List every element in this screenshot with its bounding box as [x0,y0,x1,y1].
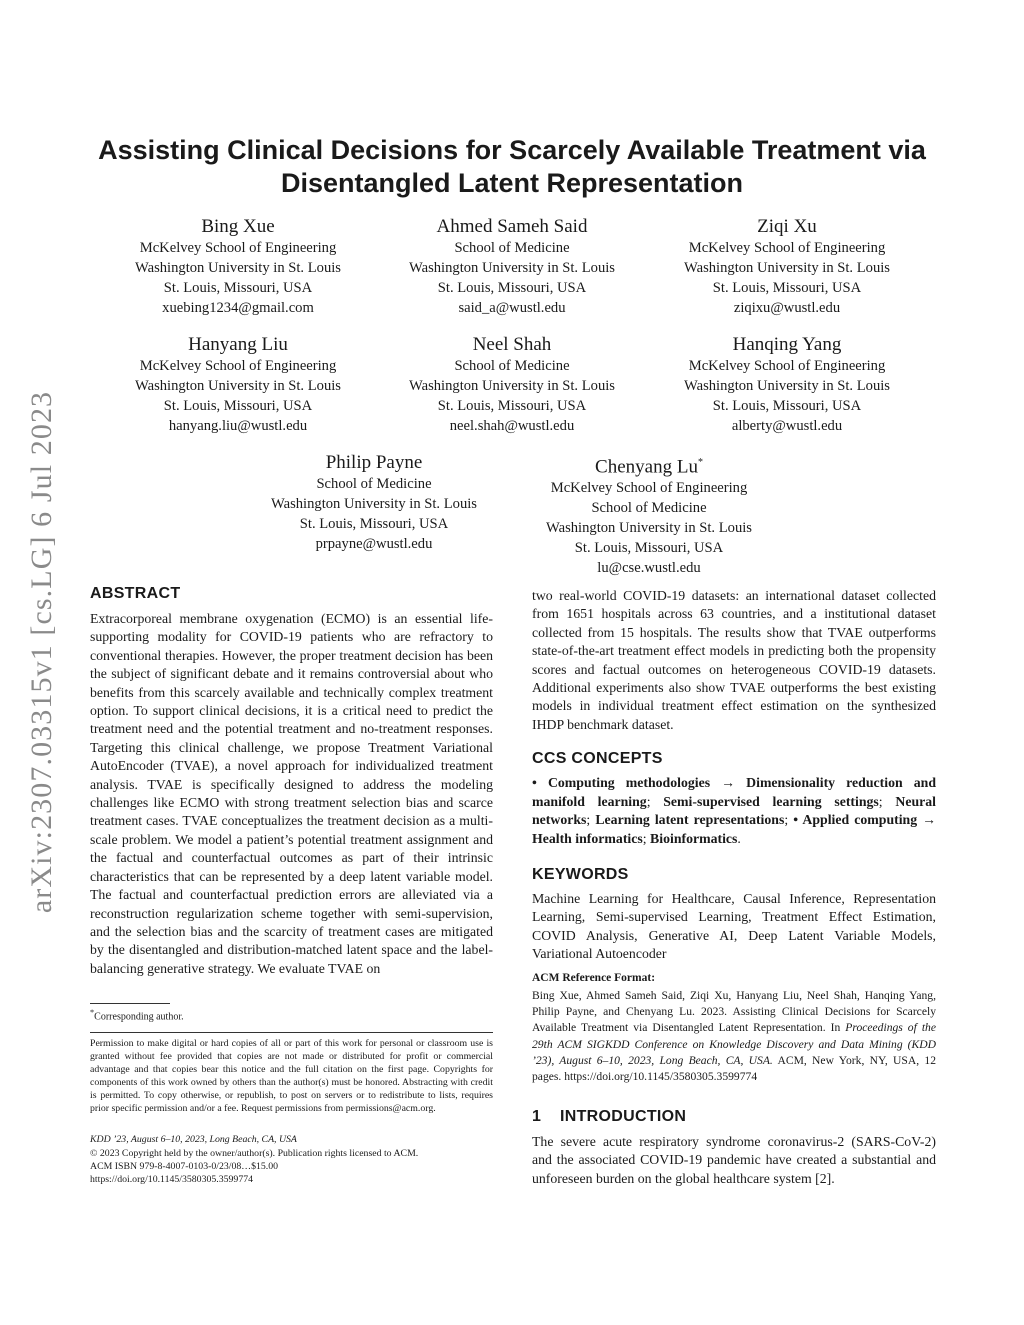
ccs-arrow: → [710,775,747,790]
isbn-line: ACM ISBN 979-8-4007-0103-0/23/08…$15.00 [90,1161,279,1172]
author-email: alberty@wustl.edu [731,418,843,434]
author-affiliation: McKelvey School of Engineering [550,480,748,497]
author-email: lu@cse.wustl.edu [597,560,701,577]
arxiv-stamp [22,376,62,928]
author-block [639,333,935,436]
ccs-concept: Health informatics [532,830,643,846]
reference-citation: Bing Xue, Ahmed Sameh Said, Ziqi Xu, Hanyang Liu, Neel Shah, Hanqing Yang, Philip Payne, and Chenyang Lu. 2023. Assisting Clinical Decisions for Scarcely Available Treatment via Disentangled Latent Representation. In [532,989,936,1035]
permission-rule [90,1032,493,1033]
abstract-text: Extracorporeal membrane oxygenation (ECMO) is an essential life-supporting modality for COVID-19 patients who are refractory to conventional therapies. However, the proper treatment decision has been the subject of significant debate and it remains controversial about who benefits from this scarcely available and technically complex treatment option. To support clinical decisions, it is a critical need to predict the treatment need and the potential treatment and no-treatment responses. Targeting this clinical challenge, we propose Treatment Variational AutoEncoder (TVAE), a novel approach for individualized treatment analysis. TVAE is specifically designed to address the modeling challenges like ECMO with strong treatment selection bias and scarce treatment cases. TVAE conceptualizes the treatment decision as a multi-scale problem. We model a patient’s potential treatment assignment and the factual and counterfactual outcomes as part of their intrinsic characteristics that can be represented by a deep latent variable model. The factual and counterfactual prediction errors are alleviated via a reconstruction regularization scheme together with semi-supervision, and the selection bias and the scarcity of treatment cases are mitigated by the disentangled and distribution-matched latent space and the label-balancing generative strategy. We evaluate TVAE on [90,611,493,976]
author-affiliation: School of Medicine [454,240,570,256]
footnote [90,1008,184,1022]
ccs-bullet-2: • Applied computing [793,812,918,828]
ccs-end: . [737,830,741,846]
ccs-concept: Semi-supervised learning settings [663,793,879,809]
author-location: St. Louis, Missouri, USA [437,280,587,296]
footnote-mark: * [90,1008,95,1017]
author-location: St. Louis, Missouri, USA [712,398,862,414]
author-email: hanyang.liu@wustl.edu [168,418,308,434]
author-affiliation: McKelvey School of Engineering [688,240,886,256]
ccs-separator: ; [642,830,651,846]
author-location: St. Louis, Missouri, USA [163,398,313,414]
corresponding-mark: * [697,457,703,468]
author-block [226,451,522,554]
author-affiliation: School of Medicine [454,358,570,374]
intro-number: 1 [532,1108,542,1125]
doi-line: https://doi.org/10.1145/3580305.3599774 [90,1174,254,1185]
paper-title [80,134,944,200]
ccs-separator: ; [878,793,896,809]
author-name: Hanqing Yang [732,334,842,355]
author-affiliation: McKelvey School of Engineering [139,358,337,374]
acm-reference-label: ACM Reference Format: [532,972,656,984]
keywords-text: Machine Learning for Healthcare, Causal Inference, Representation Learning, Semi-supervised Learning, Treatment Effect Estimation, COVID Analysis, Generative AI, Deep Latent Variable Models, Variational Autoencoder [532,891,936,962]
title-line-2: Disentangled Latent Representation [280,168,744,198]
ccs-concepts [532,774,936,848]
author-email: neel.shah@wustl.edu [449,418,575,434]
arxiv-identifier: arXiv:2307.03315v1 [cs.LG] 6 Jul 2023 [25,390,58,914]
title-line-1: Assisting Clinical Decisions for Scarcely Available Treatment via [98,135,926,165]
ccs-concept: Learning latent representations [595,812,785,828]
ccs-separator: ; [646,793,664,809]
author-institution: Washington University in St. Louis [271,496,477,512]
reference-venue: Proceedings of the 29th ACM SIGKDD Conference on Knowledge Discovery and Data Mining (KDD ’23), August 6–10, 2023, Long Beach, CA, USA. [532,1021,936,1067]
author-name: Philip Payne [325,452,423,473]
author-location: St. Louis, Missouri, USA [574,540,724,557]
author-institution: Washington University in St. Louis [684,260,890,276]
author-name: Hanyang Liu [188,334,288,355]
author-location: St. Louis, Missouri, USA [163,280,313,296]
author-email: xuebing1234@gmail.com [162,300,314,316]
author-institution: Washington University in St. Louis [409,378,615,394]
acm-reference [532,988,936,1085]
footnote-rule [90,1003,170,1004]
ccs-concept: Dimensionality reduction and manifold learning [532,775,937,809]
ccs-heading: CCS CONCEPTS [532,750,663,767]
conference-line: KDD ’23, August 6–10, 2023, Long Beach, CA, USA [90,1134,297,1145]
author-name-text: Chenyang Lu [595,456,698,478]
ccs-arrow: → [917,812,936,828]
author-name: Ziqi Xu [757,216,817,237]
author-name: Neel Shah [472,334,552,355]
author-affiliation: School of Medicine [316,476,432,492]
author-affiliation: McKelvey School of Engineering [139,240,337,256]
abstract-heading: ABSTRACT [90,585,181,602]
author-block [90,333,386,436]
keywords-heading: KEYWORDS [532,866,629,883]
footnote-text: Corresponding author. [94,1011,184,1023]
author-block [364,215,660,318]
reference-publisher: ACM, New York, NY, USA, 12 pages. https://doi.org/10.1145/3580305.3599774 [532,1053,936,1084]
ccs-bullet-1: • Computing methodologies [532,775,711,790]
author-institution: Washington University in St. Louis [684,378,890,394]
author-block [90,215,386,318]
author-email: ziqixu@wustl.edu [733,300,841,316]
author-location: St. Louis, Missouri, USA [299,516,449,532]
author-affiliation-2: School of Medicine [591,500,707,517]
author-email: prpayne@wustl.edu [315,536,433,552]
permission-notice: Permission to make digital or hard copies of all or part of this work for personal or classroom use is granted without fee provided that copies are not made or distributed for profit or commercial advantage and that copies bear this notice and the full citation on the first page. Copyrights for components of this work owned by others than the author(s) must be honored. Abstracting with credit is permitted. To copy otherwise, or republish, to post on servers or to redistribute to lists, requires prior specific permission and/or a fee. Request permissions from permissions@acm.org. [90,1038,493,1114]
author-location: St. Louis, Missouri, USA [437,398,587,414]
author-institution: Washington University in St. Louis [409,260,615,276]
intro-text: The severe acute respiratory syndrome coronavirus-2 (SARS-CoV-2) and the associated COVID-19 pandemic have created a substantial and unforeseen burden on the global healthcare system [2]. [532,1134,936,1186]
intro-heading: INTRODUCTION [560,1108,687,1125]
author-location: St. Louis, Missouri, USA [712,280,862,296]
ccs-concept: Neural networks [532,793,936,828]
author-name [501,451,797,479]
author-institution: Washington University in St. Louis [546,520,752,537]
copyright-line: © 2023 Copyright held by the owner/author(s). Publication rights licensed to ACM. [90,1148,419,1159]
ccs-separator: ; [586,812,596,828]
author-email: said_a@wustl.edu [458,300,566,316]
author-institution: Washington University in St. Louis [135,260,341,276]
author-block [639,215,935,318]
author-institution: Washington University in St. Louis [135,378,341,394]
ccs-separator: ; [784,812,794,828]
author-affiliation: McKelvey School of Engineering [688,358,886,374]
abstract-continued: two real-world COVID-19 datasets: an international dataset collected from 1651 hospitals across 63 countries, and a institutional dataset collected from 15 hospitals. The results show that TVAE outperforms state-of-the-art treatment effect models in predicting both the propensity scores and factual outcomes on heterogeneous COVID-19 datasets. Additional experiments also show TVAE outperforms the best existing models in individual treatment effect estimation on the synthesized IHDP benchmark dataset. [532,588,936,732]
author-name: Ahmed Sameh Said [436,216,588,237]
author-name: Bing Xue [201,216,275,237]
author-block [364,333,660,436]
author-block [501,451,797,578]
ccs-concept: Bioinformatics [650,830,738,846]
